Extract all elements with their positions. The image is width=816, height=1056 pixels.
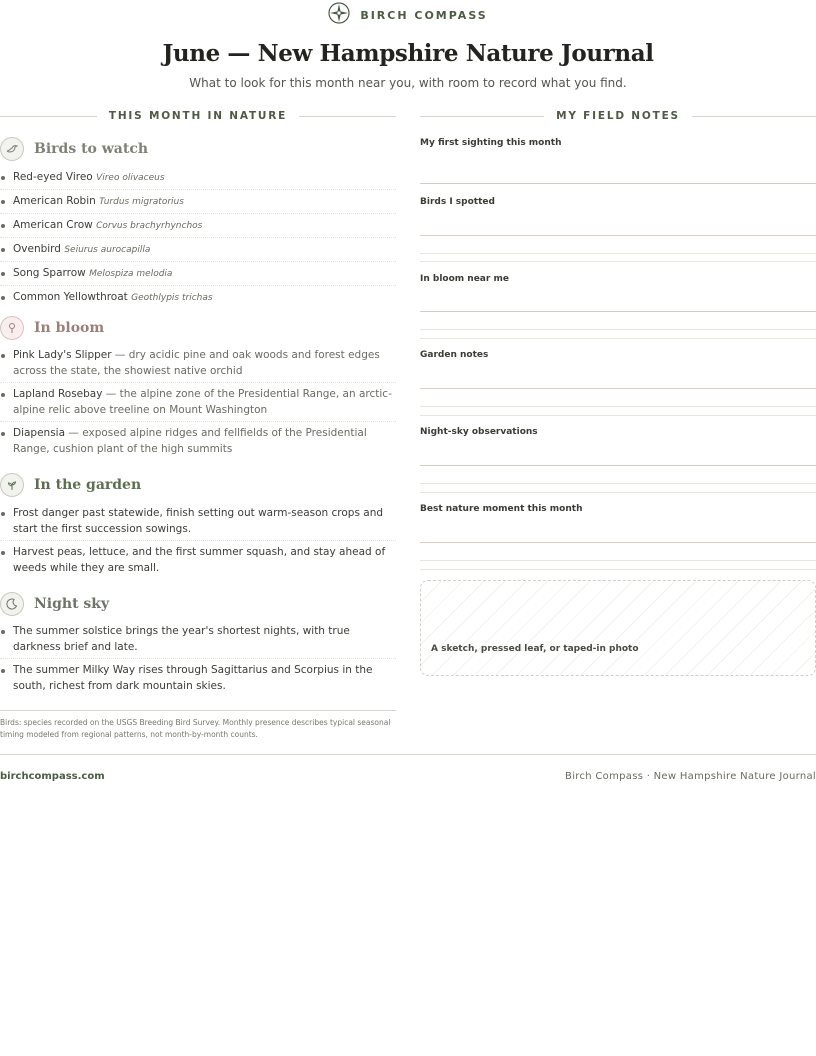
write-line[interactable] (420, 415, 816, 416)
list-item (0, 262, 396, 286)
night-section-title: Night sky (34, 596, 110, 612)
bird-latin-name: Geothlypis trichas (131, 293, 213, 303)
write-line[interactable] (420, 492, 816, 493)
plant-description: — the alpine zone of the Presidential Range, an arctic-alpine relic above treeline on Mount Washington (13, 388, 392, 416)
list-item (0, 190, 396, 214)
bird-latin-name: Melospiza melodia (89, 269, 173, 279)
footer-divider (0, 754, 816, 755)
bird-latin-name: Seiurus aurocapilla (64, 245, 151, 255)
page-title: June — New Hampshire Nature Journal (162, 40, 654, 67)
birds-section-title: Birds to watch (34, 141, 149, 157)
divider (692, 116, 816, 117)
field-label: Night-sky observations (420, 427, 538, 437)
write-line[interactable] (420, 483, 816, 484)
sketch-label: A sketch, pressed leaf, or taped-in photo (431, 644, 639, 654)
compass-icon (328, 2, 350, 28)
write-line[interactable] (420, 261, 816, 262)
write-line[interactable] (420, 235, 816, 236)
field-label: My first sighting this month (420, 138, 562, 148)
bird-common-name: American Robin (13, 195, 96, 207)
bird-common-name: Ovenbird (13, 243, 61, 255)
list-item: Frost danger past statewide, finish setting out warm-season crops and start the first succession sowings. (0, 502, 396, 541)
sketch-box[interactable] (420, 580, 816, 676)
plant-name: Lapland Rosebay (13, 388, 103, 400)
bird-common-name: Red-eyed Vireo (13, 171, 93, 183)
field-label: Birds I spotted (420, 197, 495, 207)
list-item (0, 422, 396, 460)
list-item: The summer Milky Way rises through Sagittarius and Scorpius in the south, richest from dark mountain skies. (0, 659, 396, 697)
footnote: Birds: species recorded on the USGS Breeding Bird Survey. Monthly presence describes typical seasonal timing modeled from regional patterns, not month-by-month counts. (0, 710, 396, 741)
write-line[interactable] (420, 338, 816, 339)
list-item (0, 214, 396, 238)
bird-latin-name: Turdus migratorius (99, 197, 184, 207)
garden-section-header (0, 473, 141, 497)
left-column-heading-label: THIS MONTH IN NATURE (108, 110, 288, 122)
left-column-heading (0, 110, 396, 122)
list-item (0, 238, 396, 262)
footer-credit: Birch Compass · New Hampshire Nature Journal (565, 771, 816, 782)
right-column-heading (420, 110, 816, 122)
write-line[interactable] (420, 569, 816, 570)
plant-description: — dry acidic pine and oak woods and forest edges across the state, the showiest native orchid (13, 349, 380, 377)
field-in-bloom[interactable] (420, 274, 816, 284)
birds-section-header (0, 137, 148, 161)
bird-icon (0, 137, 24, 161)
list-item (0, 344, 396, 383)
write-line[interactable] (420, 465, 816, 466)
field-label: Garden notes (420, 350, 489, 360)
night-section-header (0, 592, 109, 616)
bird-latin-name: Corvus brachyrhynchos (96, 221, 203, 231)
bird-common-name: Common Yellowthroat (13, 291, 128, 303)
field-garden-notes[interactable] (420, 350, 816, 360)
moon-icon (0, 592, 24, 616)
list-item (0, 166, 396, 190)
field-first-sighting[interactable] (420, 138, 816, 148)
list-item (0, 286, 396, 309)
divider (420, 116, 544, 117)
list-item: Harvest peas, lettuce, and the first summer squash, and stay ahead of weeds while they are small. (0, 541, 396, 579)
page-subtitle: What to look for this month near you, with room to record what you find. (189, 76, 627, 90)
bird-common-name: Song Sparrow (13, 267, 86, 279)
write-line[interactable] (420, 560, 816, 561)
footer-site-link[interactable]: birchcompass.com (0, 771, 105, 782)
field-birds-spotted[interactable] (420, 197, 816, 207)
write-line[interactable] (420, 406, 816, 407)
field-night-sky[interactable] (420, 427, 816, 437)
brand-header (0, 2, 816, 28)
write-line[interactable] (420, 329, 816, 330)
divider (299, 116, 396, 117)
write-line[interactable] (420, 542, 816, 543)
night-list (0, 620, 396, 697)
bird-common-name: American Crow (13, 219, 93, 231)
garden-list (0, 502, 396, 579)
sprout-icon (0, 473, 24, 497)
bloom-list (0, 344, 396, 460)
bloom-section-header (0, 316, 104, 340)
list-item: The summer solstice brings the year's shortest nights, with true darkness brief and late. (0, 620, 396, 659)
birds-list (0, 166, 396, 309)
field-label: Best nature moment this month (420, 504, 583, 514)
flower-icon (0, 316, 24, 340)
bloom-section-title: In bloom (34, 320, 105, 336)
plant-name: Diapensia (13, 427, 66, 439)
field-best-moment[interactable] (420, 504, 816, 514)
right-column-heading-label: MY FIELD NOTES (556, 110, 680, 122)
write-line[interactable] (420, 253, 816, 254)
plant-description: — exposed alpine ridges and fellfields of the Presidential Range, cushion plant of the high summits (13, 427, 367, 455)
write-line[interactable] (420, 311, 816, 312)
list-item (0, 383, 396, 422)
bird-latin-name: Vireo olivaceus (96, 173, 165, 183)
write-line[interactable] (420, 388, 816, 389)
write-line[interactable] (420, 183, 816, 184)
brand-name: BIRCH COMPASS (360, 8, 488, 22)
plant-name: Pink Lady's Slipper (13, 349, 112, 361)
field-label: In bloom near me (420, 274, 509, 284)
divider (0, 116, 97, 117)
garden-section-title: In the garden (34, 477, 142, 493)
